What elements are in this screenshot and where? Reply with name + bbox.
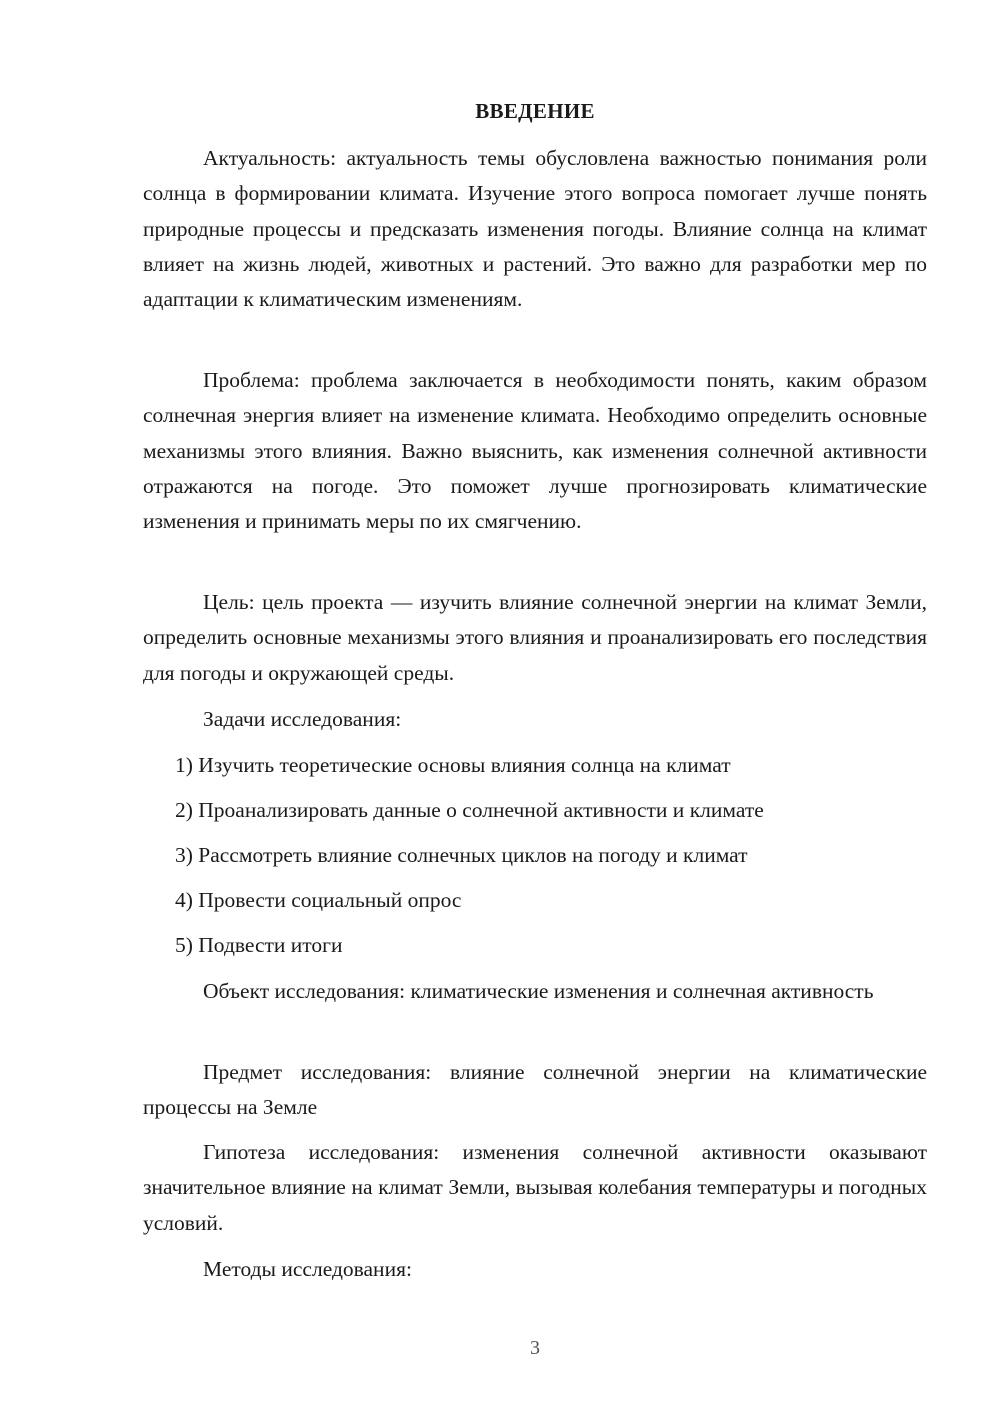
task-item-5: 5) Подвести итоги bbox=[175, 933, 343, 957]
object-paragraph: Объект исследования: климатические изменения и солнечная активность bbox=[203, 979, 874, 1003]
document-page bbox=[143, 0, 927, 1414]
goal-paragraph: Цель: цель проекта — изучить влияние солнечной энергии на климат Земли, определить основные механизмы этого влияния и проанализировать его последствия для погоды и окружающей среды. bbox=[143, 590, 927, 685]
section-heading: ВВЕДЕНИЕ bbox=[475, 99, 595, 123]
task-item-2: 2) Проанализировать данные о солнечной активности и климате bbox=[175, 798, 764, 822]
tasks-title: Задачи исследования: bbox=[203, 707, 402, 731]
task-item-4: 4) Провести социальный опрос bbox=[175, 888, 462, 912]
subject-paragraph: Предмет исследования: влияние солнечной энергии на климатические процессы на Земле bbox=[143, 1060, 927, 1120]
hypothesis-paragraph: Гипотеза исследования: изменения солнечной активности оказывают значительное влияние на климат Земли, вызывая колебания температуры и погодных условий. bbox=[143, 1140, 927, 1235]
task-item-3: 3) Рассмотреть влияние солнечных циклов на погоду и климат bbox=[175, 843, 748, 867]
task-item-1: 1) Изучить теоретические основы влияния солнца на климат bbox=[175, 753, 731, 777]
page-number: 3 bbox=[530, 1337, 540, 1359]
relevance-paragraph: Актуальность: актуальность темы обусловлена важностью понимания роли солнца в формировании климата. Изучение этого вопроса помогает лучше понять природные процессы и предсказать изменения погоды. Влияние солнца на климат влияет на жизнь людей, животных и растений. Это важно для разработки мер по адаптации к климатическим изменениям. bbox=[143, 146, 927, 312]
methods-title: Методы исследования: bbox=[203, 1257, 412, 1281]
problem-paragraph: Проблема: проблема заключается в необходимости понять, каким образом солнечная энергия влияет на изменение климата. Необходимо определить основные механизмы этого влияния. Важно выяснить, как изменения солнечной активности отражаются на погоде. Это поможет лучше прогнозировать климатические изменения и принимать меры по их смягчению. bbox=[143, 368, 927, 534]
